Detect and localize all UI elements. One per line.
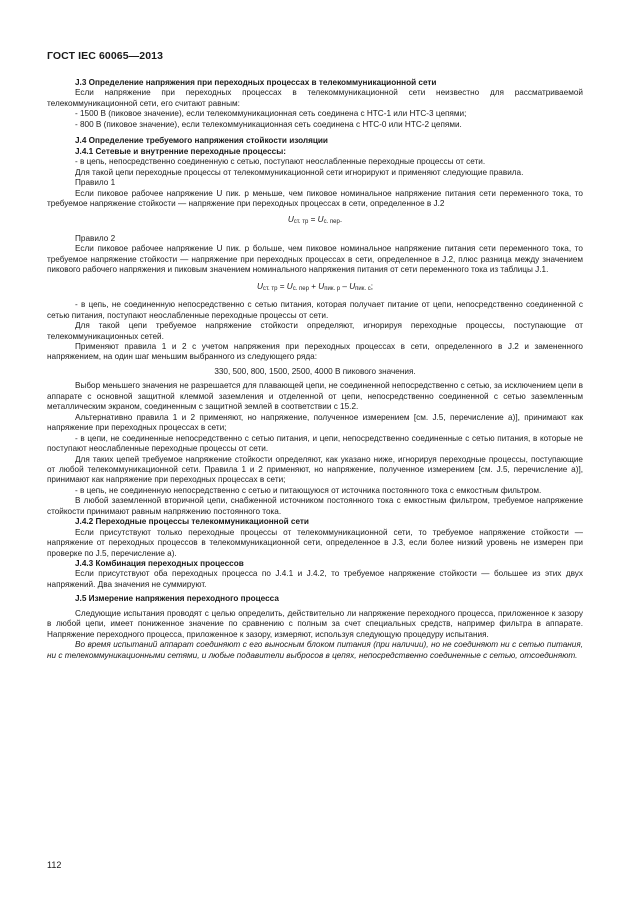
list-item: - в цепь, не соединенную непосредственно с сетью и питающуюся от источника постоянного тока с емкостным фильтром. bbox=[75, 485, 542, 495]
section-j41-title: J.4.1 Сетевые и внутренние переходные процессы: bbox=[75, 146, 286, 156]
paragraph: Для такой цепи переходные процессы от телекоммуникационной сети игнорируют и применяют следующие правила. bbox=[75, 167, 524, 177]
list-item: - в цепь, непосредственно соединенную с сетью, поступают неослабленные переходные процессы от сети. bbox=[75, 157, 486, 167]
paragraph: Если напряжение при переходных процессах в телекоммуникационной сети неизвестно для рассматриваемой телекоммуникационной сети, его считают равным: bbox=[47, 88, 583, 108]
rule-2-text: Если пиковое рабочее напряжение U пик. р больше, чем пиковое номинальное напряжение питания сети переменного тока, то требуемое напряжение стойкости — напряжение при переходных процессах в сети, определенное в J.2, плюс разница между значением пикового рабочего напряжения и пиковым значением номинального напряжения питания от сети переменного тока из таблицы J.1. bbox=[47, 244, 583, 275]
document-header: ГОСТ IEC 60065—2013 bbox=[47, 50, 164, 62]
paragraph: Следующие испытания проводят с целью определить, действительно ли напряжение переходного процесса, приложенное к зазору в любой цепи, имеет пониженное значение по сравнению с полным за счет специальных средств, например фильтра в аппарате. Напряжение переходного процесса, приложенное к зазору, измеряют, используя следующую процедуру испытания. bbox=[47, 608, 583, 639]
paragraph-italic: Во время испытаний аппарат соединяют с его выносным блоком питания (при наличии), но не соединяют ни с сетью питания, ни с телекоммуникационными сетями, и любые подавители выбросов в цепях, непосредственно соединенные с сетью, отсоединяют. bbox=[47, 640, 583, 660]
paragraph: Для такой цепи требуемое напряжение стойкости определяют, игнорируя переходные процессы, поступающие от телекоммуникационных сетей. bbox=[47, 321, 583, 341]
section-j42-title: J.4.2 Переходные процессы телекоммуникационной сети bbox=[75, 517, 309, 527]
list-item: - в цепь, не соединенную непосредственно с сетью питания, которая получает питание от цепи, непосредственно соединенной с сетью питания, поступают неослабленные переходные процессы от сети. bbox=[47, 300, 583, 320]
rule-2-label: Правило 2 bbox=[75, 233, 116, 243]
section-j4-title: J.4 Определение требуемого напряжения стойкости изоляции bbox=[75, 136, 328, 146]
paragraph: Альтернативно правила 1 и 2 применяют, но напряжение, полученное измерением [см. J.5, перечисление а)], принимают как напряжение при переходных процессах в сети; bbox=[47, 412, 583, 433]
voltage-series: 330, 500, 800, 1500, 2500, 4000 В пикового значения. bbox=[214, 366, 416, 376]
list-item: - 800 В (пиковое значение), если телекоммуникационная сеть соединена с НТС-0 или НТС-2 цепями. bbox=[75, 119, 462, 129]
paragraph: Если присутствуют только переходные процессы от телекоммуникационной сети, то требуемое напряжение стойкости — напряжение от переходных процессов в телекоммуникационной сети, определенное в J.3, если более низкий уровень не измерен при проверке по J.5, перечисление а). bbox=[47, 527, 583, 558]
list-item: - 1500 В (пиковое значение), если телекоммуникационная сеть соединена с НТС-1 или НТС-3 цепями; bbox=[75, 109, 467, 119]
document-body bbox=[47, 78, 583, 661]
formula-2: $U_{ст. тр} = U_{с. пер} + U_{пик. р} - U_{пик. с}$; bbox=[256, 281, 373, 292]
page-number: 112 bbox=[47, 860, 62, 870]
paragraph: Применяют правила 1 и 2 с учетом напряжения при переходных процессах в сети, определенного в J.2 и замененного напряжением, на один шаг меньшим выбранного из следующего ряда: bbox=[47, 341, 583, 362]
formula-1: $U_{ст. тр} = U_{с. пер}$. bbox=[287, 215, 343, 226]
rule-1-label: Правило 1 bbox=[75, 178, 116, 188]
paragraph: Если присутствуют оба переходных процесса по J.4.1 и J.4.2, то требуемое напряжение стойкости — большее из этих двух напряжений. Два значения не суммируют. bbox=[47, 569, 583, 589]
section-j3-title: J.3 Определение напряжения при переходных процессах в телекоммуникационной сети bbox=[75, 78, 437, 87]
section-j5-title: J.5 Измерение напряжения переходного процесса bbox=[75, 594, 279, 604]
section-j43-title: J.4.3 Комбинация переходных процессов bbox=[75, 559, 244, 569]
paragraph: В любой заземленной вторичной цепи, снабженной источником постоянного тока с емкостным фильтром, требуемое напряжение стойкости принимают равным напряжению постоянного тока. bbox=[47, 496, 583, 516]
rule-1-text: Если пиковое рабочее напряжение U пик. р меньше, чем пиковое номинальное напряжение питания сети переменного тока, то требуемое напряжение стойкости — напряжение при переходных процессах в сети, определенное в J.2 bbox=[47, 188, 583, 208]
paragraph: Для таких цепей требуемое напряжение стойкости определяют, как указано ниже, игнорируя переходные процессы, поступающие от любой телекоммуникационной сети. Правила 1 и 2 применяют, но напряжение, полученное измерением [см. J.5, перечисление а)], принимают как напряжение при переходных процессах в сети; bbox=[47, 454, 583, 485]
paragraph: Выбор меньшего значения не разрешается для плавающей цепи, не соединенной непосредственно с сетью, за исключением цепи в аппарате с основной защитной клеммой заземления и отделенной от цепи, непосредственно соединенной с сетью заземленным металлическим экраном, соединенным с защитной землей в соответствии с 15.2. bbox=[47, 381, 583, 412]
list-item: - в цепи, не соединенные непосредственно с сетью питания, и цепи, непосредственно соединенные с сетью питания, в которые не поступают неослабленные переходные процессы от сети. bbox=[47, 433, 583, 454]
